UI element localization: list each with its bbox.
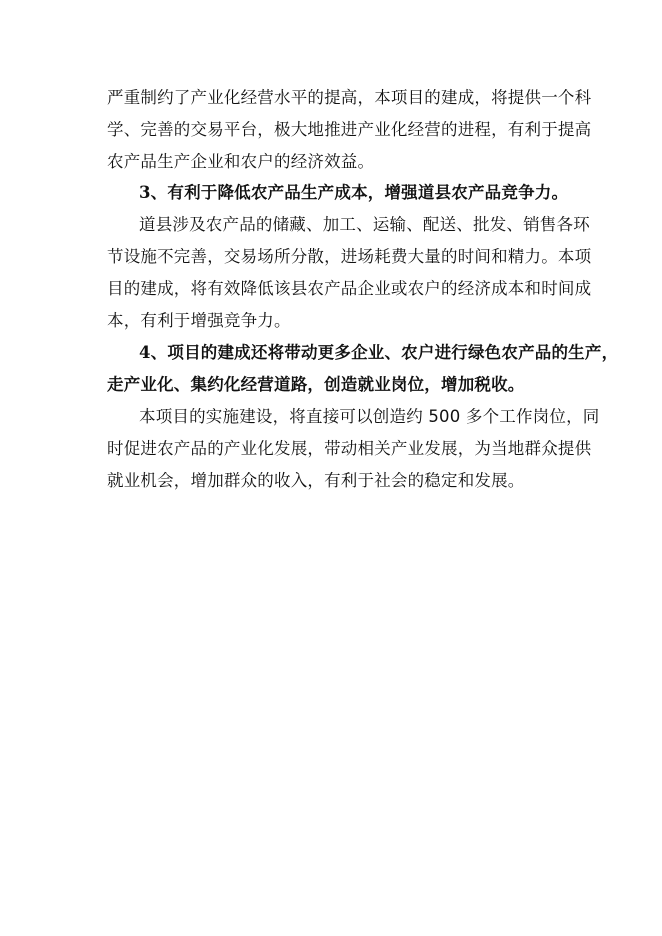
paragraph-line: 严重制约了产业化经营水平的提高，本项目的建成，将提供一个科 xyxy=(107,88,592,107)
section-heading-4: 4、项目的建成还将带动更多企业、农户进行绿色农产品的生产， xyxy=(139,343,619,362)
paragraph-line: 道县涉及农产品的储藏、加工、运输、配送、批发、销售各环 xyxy=(139,215,590,234)
paragraph-line: 节设施不完善，交易场所分散，进场耗费大量的时间和精力。本项 xyxy=(107,247,592,266)
paragraph-line: 本项目的实施建设，将直接可以创造约 500 多个工作岗位，同 xyxy=(139,407,600,426)
section-heading-3: 3、有利于降低农产品生产成本，增强道县农产品竞争力。 xyxy=(139,183,569,202)
paragraph-line: 时促进农产品的产业化发展，带动相关产业发展，为当地群众提供 xyxy=(107,439,592,458)
paragraph-line: 就业机会，增加群众的收入，有利于社会的稳定和发展。 xyxy=(107,471,525,490)
section-heading-4-continued: 走产业化、集约化经营道路，创造就业岗位，增加税收。 xyxy=(107,375,525,394)
paragraph-line: 农产品生产企业和农户的经济效益。 xyxy=(107,152,375,171)
paragraph-line: 学、完善的交易平台，极大地推进产业化经营的进程，有利于提高 xyxy=(107,120,592,139)
paragraph-line: 目的建成，将有效降低该县农产品企业或农户的经济成本和时间成 xyxy=(107,279,592,298)
paragraph-line: 本，有利于增强竞争力。 xyxy=(107,311,291,330)
